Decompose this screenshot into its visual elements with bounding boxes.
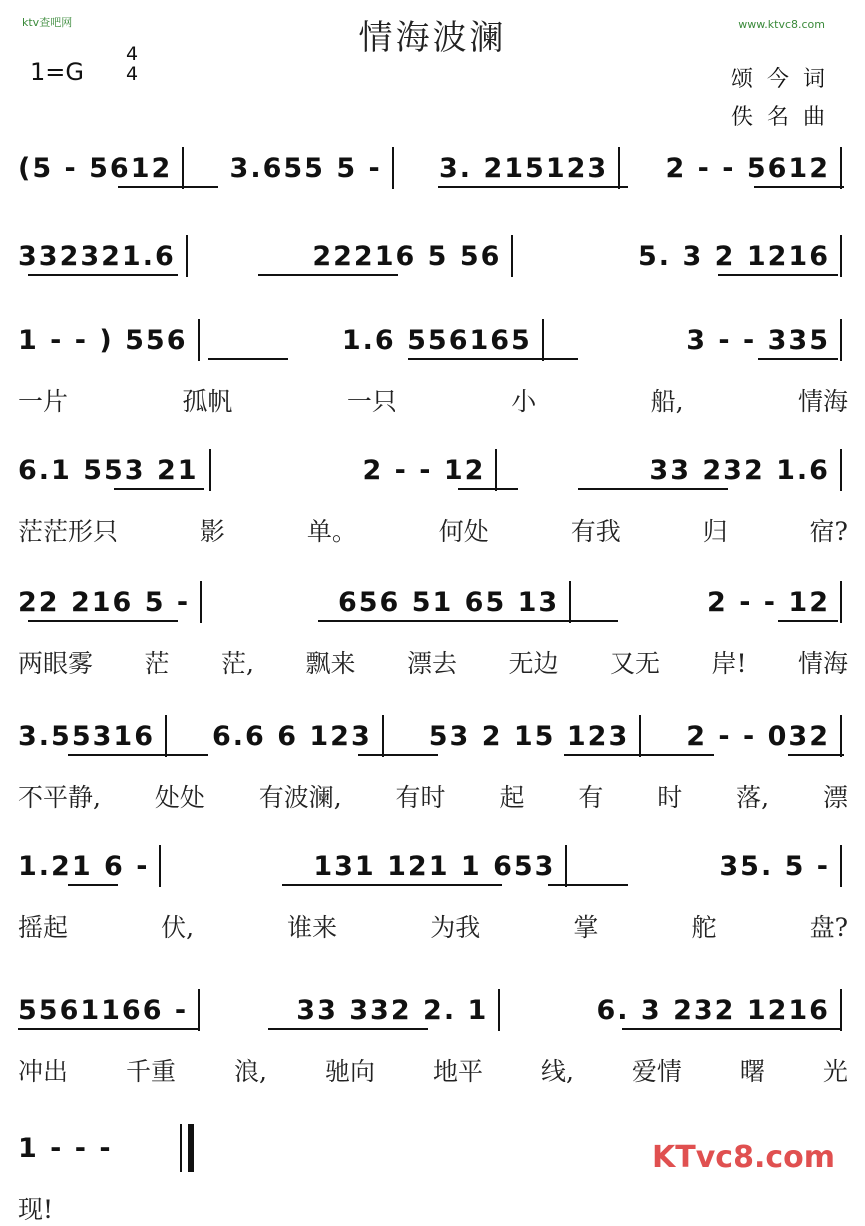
beam xyxy=(282,884,502,886)
lyric: 不平静, xyxy=(18,783,101,812)
barline xyxy=(200,581,202,623)
lyric: 时 xyxy=(657,783,683,812)
lyric: 地平 xyxy=(432,1057,483,1086)
lyrics-line xyxy=(18,908,848,944)
song-title: 情海波澜 xyxy=(358,18,507,58)
barline xyxy=(159,845,161,887)
beam xyxy=(68,884,118,886)
notation-line xyxy=(18,234,848,278)
measure: 6.6 6 123 xyxy=(211,720,372,752)
lyrics-line xyxy=(18,644,848,680)
beam xyxy=(28,274,178,276)
lyric: 落, xyxy=(736,783,770,812)
barline xyxy=(840,715,842,757)
measure: 656 51 65 13 xyxy=(337,586,560,618)
measure: 1.21 6 - xyxy=(18,850,150,882)
beam xyxy=(68,754,208,756)
barline xyxy=(840,319,842,361)
lyric: 单。 xyxy=(306,517,357,546)
lyric: 无边 xyxy=(508,649,559,678)
beam xyxy=(258,274,398,276)
barline xyxy=(639,715,641,757)
beam xyxy=(408,358,578,360)
measure: 22216 5 56 xyxy=(312,240,502,272)
barline xyxy=(542,319,544,361)
barline xyxy=(198,989,200,1031)
beam xyxy=(438,186,628,188)
lyric: 情海 xyxy=(797,649,848,678)
lyric: 又无 xyxy=(609,649,660,678)
measure: 35. 5 - xyxy=(719,850,830,882)
measure: 1 - - ) 556 xyxy=(18,324,188,356)
time-signature xyxy=(122,44,142,84)
beam xyxy=(18,1028,198,1030)
lyric: 两眼雾 xyxy=(18,649,94,678)
lyricist-credit: 颂今词 xyxy=(730,67,839,92)
site-url[interactable]: www.ktvc8.com xyxy=(738,18,825,31)
time-denominator: 4 xyxy=(125,63,139,85)
lyric: 影 xyxy=(199,517,225,546)
time-numerator: 4 xyxy=(125,43,139,65)
notation-line xyxy=(18,146,848,190)
lyric: 盘? xyxy=(809,913,848,942)
beam xyxy=(758,358,838,360)
beam xyxy=(788,754,844,756)
notation-line xyxy=(18,448,848,492)
lyric: 冲出 xyxy=(18,1057,69,1086)
lyrics-line xyxy=(18,512,848,548)
measure: 5. 3 2 1216 xyxy=(638,240,830,272)
lyric: 情海 xyxy=(797,387,848,416)
lyric: 千重 xyxy=(126,1057,177,1086)
barline xyxy=(165,715,167,757)
lyric: 归 xyxy=(702,517,728,546)
barline xyxy=(495,449,497,491)
lyric: 漂去 xyxy=(406,649,457,678)
beam xyxy=(358,754,438,756)
measure: 1.6 556165 xyxy=(341,324,532,356)
beam xyxy=(718,274,838,276)
lyric: 有波澜, xyxy=(258,783,342,812)
final-barline xyxy=(180,1124,198,1172)
lyric: 起 xyxy=(499,783,525,812)
beam xyxy=(208,358,288,360)
lyric: 宿? xyxy=(809,517,848,546)
barline xyxy=(382,715,384,757)
lyric: 漂 xyxy=(822,783,848,812)
lyric: 一只 xyxy=(346,387,397,416)
lyric: 摇起 xyxy=(18,913,69,942)
lyric: 有时 xyxy=(395,783,446,812)
measure: 3 - - 335 xyxy=(686,324,830,356)
lyric: 有 xyxy=(578,783,604,812)
beam xyxy=(318,620,618,622)
measure: 2 - - 12 xyxy=(707,586,830,618)
barline xyxy=(565,845,567,887)
lyric: 浪, xyxy=(234,1057,267,1086)
beam xyxy=(622,1028,842,1030)
brand-watermark: KTvc8.com xyxy=(652,1140,835,1175)
beam xyxy=(458,488,518,490)
lyric: 船, xyxy=(650,387,684,416)
measure: 3.655 5 - xyxy=(229,152,382,184)
beam xyxy=(578,488,728,490)
measure: 3.55316 xyxy=(18,720,155,752)
lyric: 一片 xyxy=(18,387,69,416)
barline xyxy=(840,235,842,277)
notation-line xyxy=(18,1126,188,1170)
lyric: 飘来 xyxy=(305,649,356,678)
beam xyxy=(28,620,178,622)
lyric: 驰向 xyxy=(324,1057,375,1086)
measure: 33 232 1.6 xyxy=(649,454,830,486)
lyrics-line xyxy=(18,1052,848,1088)
lyric: 有我 xyxy=(570,517,621,546)
measure: 2 - - 5612 xyxy=(665,152,830,184)
measure: 53 2 15 123 xyxy=(428,720,630,752)
barline xyxy=(209,449,211,491)
lyric: 伏, xyxy=(161,913,195,942)
notation-line xyxy=(18,714,848,758)
beam xyxy=(564,754,714,756)
lyric: 岸! xyxy=(711,649,747,678)
measure: 6.1 553 21 xyxy=(18,454,199,486)
beam xyxy=(548,884,628,886)
lyric: 茫 xyxy=(144,649,170,678)
lyrics-line xyxy=(18,1190,188,1226)
barline xyxy=(618,147,620,189)
lyric: 何处 xyxy=(438,517,489,546)
measure: 332321.6 xyxy=(18,240,176,272)
barline xyxy=(198,319,200,361)
measure: 131 121 1 653 xyxy=(313,850,556,882)
notation-line xyxy=(18,988,848,1032)
lyric: 茫茫形只 xyxy=(18,517,119,546)
lyric: 现! xyxy=(18,1195,54,1224)
beam xyxy=(118,186,218,188)
lyric: 曙 xyxy=(739,1057,765,1086)
lyric: 孤帆 xyxy=(182,387,233,416)
lyric: 处处 xyxy=(154,783,205,812)
measure: 6. 3 232 1216 xyxy=(596,994,830,1026)
measure: 33 332 2. 1 xyxy=(296,994,489,1026)
beam xyxy=(778,620,838,622)
barline xyxy=(186,235,188,277)
key-signature: 1=G xyxy=(30,58,84,86)
barline xyxy=(392,147,394,189)
barline xyxy=(511,235,513,277)
lyric: 小 xyxy=(511,387,537,416)
measure: 2 - - 032 xyxy=(686,720,830,752)
barline xyxy=(182,147,184,189)
barline xyxy=(840,845,842,887)
composer-credit: 佚名曲 xyxy=(730,105,839,130)
site-name-left: ktv查吧网 xyxy=(22,16,73,29)
notation-line xyxy=(18,318,848,362)
lyric: 爱情 xyxy=(631,1057,682,1086)
lyric: 线, xyxy=(540,1057,574,1086)
beam xyxy=(754,186,844,188)
beam xyxy=(268,1028,428,1030)
notation-line xyxy=(18,844,848,888)
measure: 5561166 - xyxy=(18,994,189,1026)
barline xyxy=(569,581,571,623)
lyric: 掌 xyxy=(573,913,599,942)
lyric: 光 xyxy=(822,1057,848,1086)
lyric: 茫, xyxy=(221,649,254,678)
measure: 22 216 5 - xyxy=(18,586,191,618)
lyric: 为我 xyxy=(430,913,481,942)
lyric: 舵 xyxy=(691,913,717,942)
measure: 1 - - - xyxy=(18,1132,113,1164)
beam xyxy=(114,488,204,490)
barline xyxy=(840,449,842,491)
barline xyxy=(840,147,842,189)
barline xyxy=(840,989,842,1031)
measure: 2 - - 12 xyxy=(362,454,486,486)
measure: (5 - 5612 xyxy=(18,152,173,184)
lyric: 谁来 xyxy=(287,913,338,942)
barline xyxy=(498,989,500,1031)
lyrics-line xyxy=(18,778,848,814)
measure: 3. 215123 xyxy=(439,152,609,184)
lyrics-line xyxy=(18,382,848,418)
notation-line xyxy=(18,580,848,624)
barline xyxy=(840,581,842,623)
